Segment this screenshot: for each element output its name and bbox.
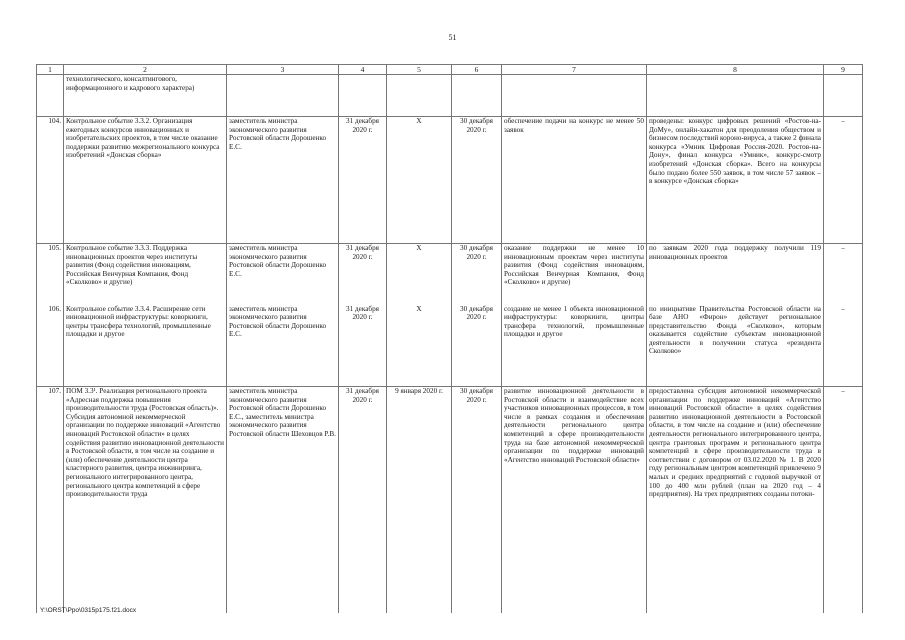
note-cell: –	[824, 387, 863, 613]
table-row	[37, 387, 863, 613]
event-cell: Контрольное событие 3.3.3. Поддержка инновационных проектов через институты развития (Фонд содействия инновациям, Российская Венчурная Компания, Фонд «Сколково» и другие)	[64, 244, 227, 305]
result-cell: создание не менее 1 объекта инновационной инфраструктуры: коворкинги, центры трансфера технологий, промышленные площадки и другое	[502, 305, 647, 387]
fact-date-cell: X	[387, 117, 452, 244]
row-number	[37, 75, 64, 117]
column-header: 7	[502, 65, 647, 75]
plan-date-cell: 31 декабря 2020 г.	[339, 305, 387, 387]
event-cell: технологического, консалтингового, информационного и кадрового характера)	[64, 75, 227, 117]
column-header: 2	[64, 65, 227, 75]
report-table	[36, 64, 863, 613]
forecast-date-cell	[452, 75, 502, 117]
row-number: 107.	[37, 387, 64, 613]
note-cell: –	[824, 305, 863, 387]
responsible-cell: заместитель министра экономического развития Ростовской области Дорошенко Е.С.	[227, 117, 339, 244]
responsible-cell: заместитель министра экономического развития Ростовской области Дорошенко Е.С.	[227, 305, 339, 387]
page-number: 51	[448, 33, 457, 42]
result-cell: обеспечение подачи на конкурс не менее 50 заявок	[502, 117, 647, 244]
fact-date-cell	[387, 75, 452, 117]
responsible-cell: заместитель министра экономического развития Ростовской области Дорошенко Е.С.	[227, 244, 339, 305]
responsible-cell	[227, 75, 339, 117]
forecast-date-cell: 30 декабря 2020 г.	[452, 244, 502, 305]
fact-date-cell: 9 января 2020 г.	[387, 387, 452, 613]
status-cell: предоставлена субсидия автономной некоммерческой организации по поддержке инноваций «Агентство инноваций Ростовской области» в целях содействия развитию инновационной деятельности в Ростовской области, в том числе на создание и (или) обеспечение деятельности регионального интегрированного центра, центра грантовых программ и регионального центра компетенций в сфере производительности труда в соответствии с договором от 03.02.2020 № 1. В 2020 году региональным центром компетенций привлечено 9 малых и средних предприятий с годовой выручкой от 100 до 400 млн рублей (план на 2020 год – 4 предприятия). На трех предприятиях созданы потоки-	[647, 387, 824, 613]
column-header: 6	[452, 65, 502, 75]
note-cell: –	[824, 244, 863, 305]
note-cell: –	[824, 117, 863, 244]
event-cell: ПОМ 3.3¹. Реализация регионального проекта «Адресная поддержка повышения производительности труда (Ростовская область)». Субсидия автономной некоммерческой организации по поддержке инноваций «Агентство инноваций Ростовской области» в целях содействия развитию инновационной деятельности в Ростовской области, в том числе на создание и (или) обеспечение деятельности центра кластерного развития, центра инжиниринга, регионального интегрированного центра, регионального центра компетенций в сфере производительности труда	[64, 387, 227, 613]
fact-date-cell: X	[387, 244, 452, 305]
table-row	[37, 244, 863, 305]
forecast-date-cell: 30 декабря 2020 г.	[452, 117, 502, 244]
forecast-date-cell: 30 декабря 2020 г.	[452, 305, 502, 387]
table-row	[37, 305, 863, 387]
row-number: 105.	[37, 244, 64, 305]
status-cell: по заявкам 2020 года поддержку получили 119 инновационных проектов	[647, 244, 824, 305]
column-header: 8	[647, 65, 824, 75]
status-cell: проведены: конкурс цифровых решений «Ростов-на-ДоМу», онлайн-хакатон для преодоления обществом и бизнесом последствий короно-вируса, а также 2 финала конкурса «Умник Цифровая Россия-2020. Ростов-на-Дону», финал конкурса «Умник», конкурс-смотр изобретений «Донская сборка». Всего на конкурсы было подано более 550 заявок, в том числе 57 заявок – в конкурсе «Донская сборка»	[647, 117, 824, 244]
result-cell: развитие инновационной деятельности в Ростовской области и взаимодействие всех участников инновационных процессов, в том числе в рамках создания и обеспечения деятельности регионального центра компетенций в сфере производительности труда на базе автономной некоммерческой организации по поддержке инноваций «Агентство инноваций Ростовской области»	[502, 387, 647, 613]
row-number: 106.	[37, 305, 64, 387]
fact-date-cell: X	[387, 305, 452, 387]
plan-date-cell	[339, 75, 387, 117]
status-cell: по инициативе Правительства Ростовской области на базе АНО «Фирон» действует региональное представительство Фонда «Сколково», которым оказывается содействие субъектам инновационной деятельности в получении статуса «резидента Сколково»	[647, 305, 824, 387]
table-row	[37, 117, 863, 244]
column-header: 4	[339, 65, 387, 75]
row-number: 104.	[37, 117, 64, 244]
column-header: 1	[37, 65, 64, 75]
table-row	[37, 75, 863, 117]
plan-date-cell: 31 декабря 2020 г.	[339, 387, 387, 613]
result-cell: оказание поддержки не менее 10 инновационным проектам через институты развития (Фонд содействия инновациям, Российская Венчурная Компания, Фонд «Сколково» и другие)	[502, 244, 647, 305]
file-path-footer: Y:\ORST\Ppo\0315p175.f21.docx	[40, 607, 137, 614]
forecast-date-cell: 30 декабря 2020 г.	[452, 387, 502, 613]
result-cell	[502, 75, 647, 117]
note-cell	[824, 75, 863, 117]
responsible-cell: заместитель министра экономического развития Ростовской области Дорошенко Е.С., заместитель министра экономического развития Ростовской области Шеховцов Р.В.	[227, 387, 339, 613]
plan-date-cell: 31 декабря 2020 г.	[339, 244, 387, 305]
column-header: 5	[387, 65, 452, 75]
column-number-row	[37, 65, 863, 75]
event-cell: Контрольное событие 3.3.2. Организация ежегодных конкурсов инновационных и изобретательских проектов, в том числе оказание поддержки развитию межрегионального конкурса изобретений «Донская сборка»	[64, 117, 227, 244]
column-header: 3	[227, 65, 339, 75]
event-cell: Контрольное событие 3.3.4. Расширение сети инновационной инфраструктуры: коворкинги, центры трансфера технологий, промышленные площадки и другое	[64, 305, 227, 387]
status-cell	[647, 75, 824, 117]
plan-date-cell: 31 декабря 2020 г.	[339, 117, 387, 244]
column-header: 9	[824, 65, 863, 75]
